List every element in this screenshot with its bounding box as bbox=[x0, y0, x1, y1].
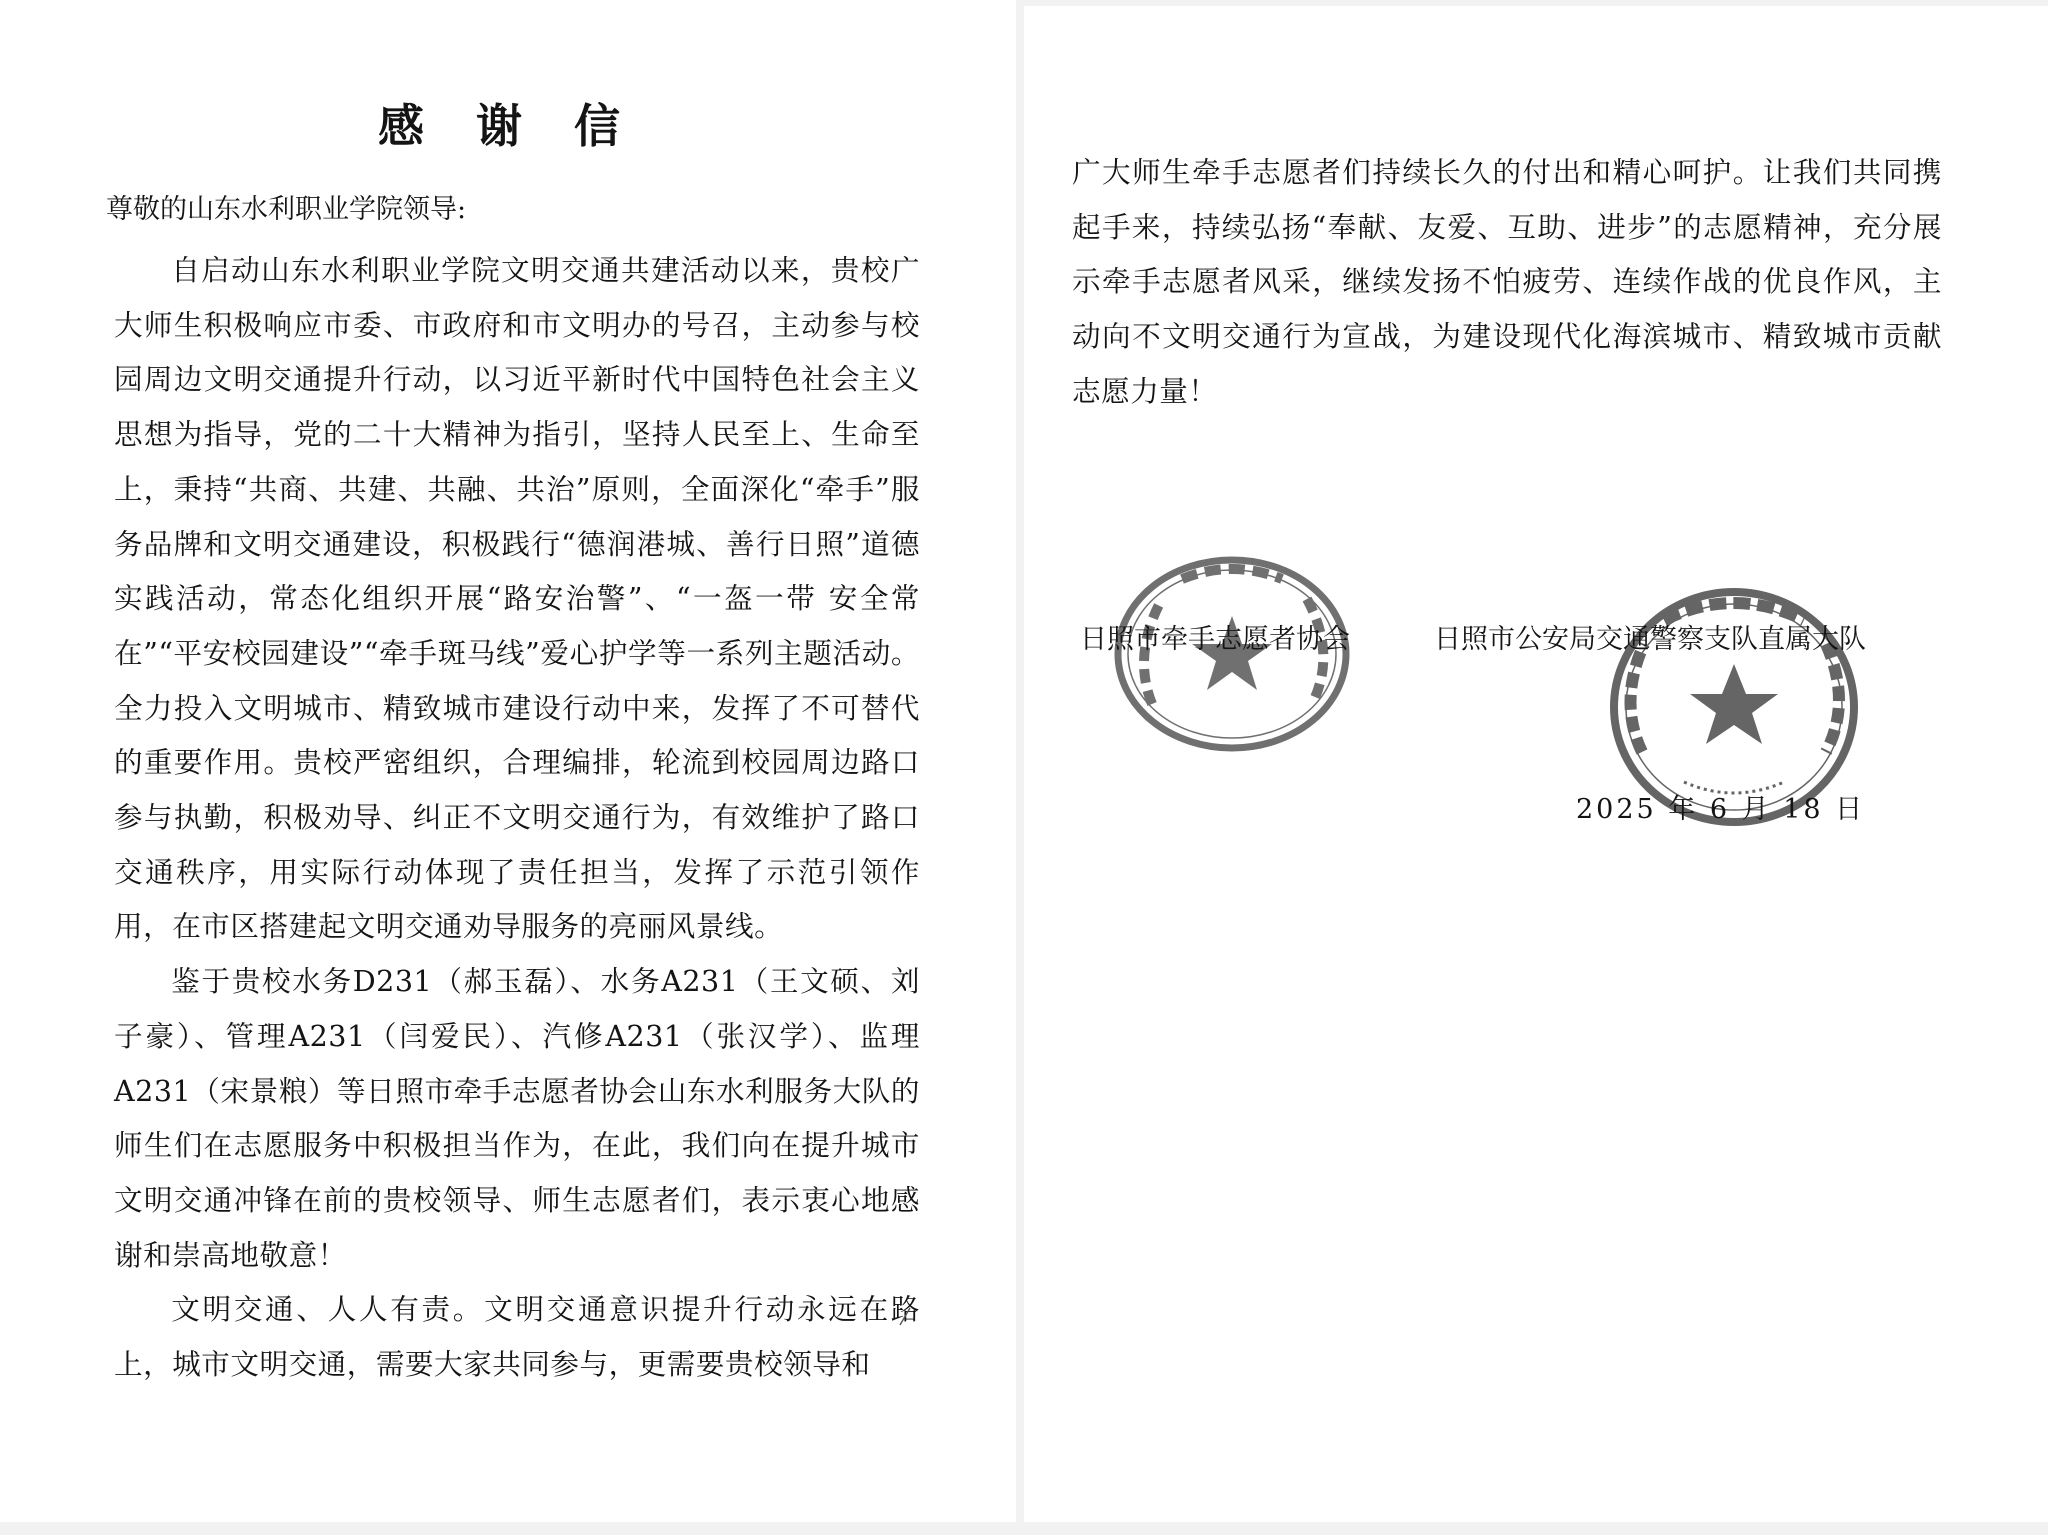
letter-date: 2025 年 6 月 18 日 bbox=[1576, 794, 1866, 825]
letter-page-left bbox=[0, 0, 1016, 1522]
paragraph-continuation: 广大师生牵手志愿者们持续长久的付出和精心呵护。让我们共同携起手来，持续弘扬“奉献、友爱、互助、进步”的志愿精神，充分展示牵手志愿者风采，继续发扬不怕疲劳、连续作战的优良作风，主动向不文明交通行为宣战，为建设现代化海滨城市、精致城市贡献志愿力量！ bbox=[1072, 155, 1942, 408]
letter-body-left bbox=[114, 243, 920, 1392]
letter-page-right bbox=[1024, 6, 2048, 1522]
salutation: 尊敬的山东水利职业学院领导: bbox=[106, 194, 467, 225]
paragraph-call-to-action: 文明交通、人人有责。文明交通意识提升行动永远在路上，城市文明交通，需要大家共同参与，更需要贵校领导和 bbox=[114, 1292, 920, 1382]
letter-title: 感 谢 信 bbox=[377, 99, 639, 153]
signatory-traffic-police-brigade: 日照市公安局交通警察支队直属大队 bbox=[1434, 624, 1866, 655]
letter-body-right bbox=[1072, 145, 1942, 419]
paper-scratch-mark bbox=[898, 1306, 912, 1326]
signatory-volunteer-association: 日照市牵手志愿者协会 bbox=[1080, 624, 1350, 655]
paragraph-volunteer-names: 鉴于贵校水务D231（郝玉磊）、水务A231（王文硕、刘子豪）、管理A231（闫爱民）、汽修A231（张汉学）、监理A231（宋景粮）等日照市牵手志愿者协会山东水利服务大队的师生们在志愿服务中积极担当作为，在此，我们向在提升城市文明交通冲锋在前的贵校领导、师生志愿者们，表示衷心地感谢和崇高地敬意！ bbox=[114, 964, 920, 1272]
paragraph-gratitude-intro: 自启动山东水利职业学院文明交通共建活动以来，贵校广大师生积极响应市委、市政府和市文明办的号召，主动参与校园周边文明交通提升行动，以习近平新时代中国特色社会主义思想为指导，党的二十大精神为指引，坚持人民至上、生命至上，秉持“共商、共建、共融、共治”原则，全面深化“牵手”服务品牌和文明交通建设，积极践行“德润港城、善行日照”道德实践活动，常态化组织开展“路安治警”、“一盔一带 安全常在”“平安校园建设”“牵手斑马线”爱心护学等一系列主题活动。全力投入文明城市、精致城市建设行动中来，发挥了不可替代的重要作用。贵校严密组织，合理编排，轮流到校园周边路口参与执勤，积极劝导、纠正不文明交通行为，有效维护了路口交通秩序，用实际行动体现了责任担当，发挥了示范引领作用，在市区搭建起文明交通劝导服务的亮丽风景线。 bbox=[114, 253, 920, 944]
